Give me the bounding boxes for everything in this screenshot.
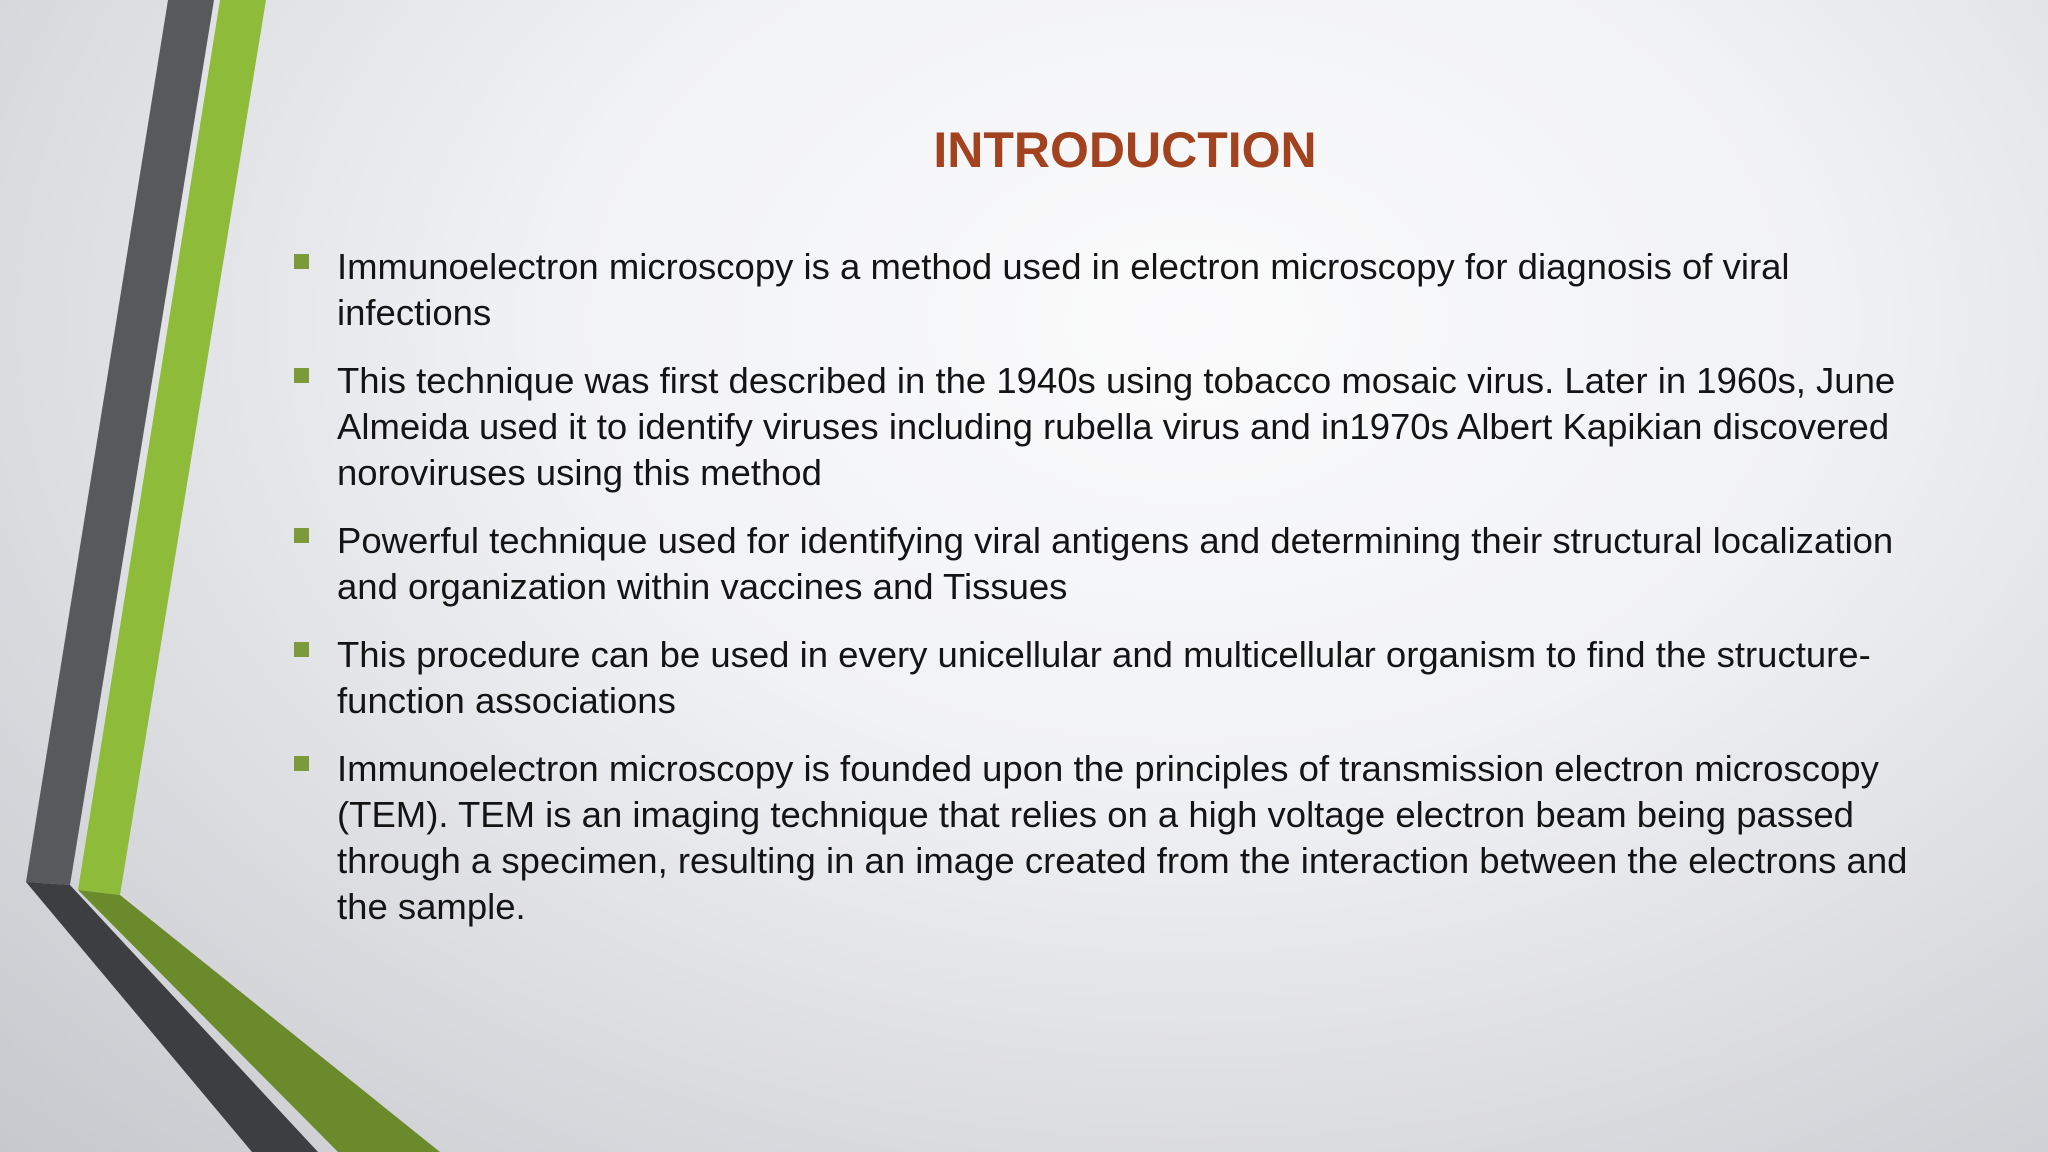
- slide-title: INTRODUCTION: [933, 122, 1317, 178]
- bullet-text: This procedure can be used in every unicellular and multicellular organism to find the structure-function associations: [337, 634, 1871, 721]
- bullet-item: [292, 746, 1932, 930]
- bullet-text: Immunoelectron microscopy is founded upon the principles of transmission electron microscopy (TEM). TEM is an imaging technique that relies on a high voltage electron beam being passed through a specimen, resulting in an image created from the interaction between the electrons and the sample.: [337, 748, 1908, 927]
- square-bullet-icon: [294, 368, 309, 383]
- square-bullet-icon: [294, 642, 309, 657]
- square-bullet-icon: [294, 756, 309, 771]
- square-bullet-icon: [294, 528, 309, 543]
- bullet-text: Powerful technique used for identifying viral antigens and determining their structural localization and organization within vaccines and Tissues: [337, 520, 1894, 607]
- bullet-item: [292, 632, 1932, 724]
- square-bullet-icon: [294, 254, 309, 269]
- bullet-text: This technique was first described in the 1940s using tobacco mosaic virus. Later in 1960s, June Almeida used it to identify viruses including rubella virus and in1970s Albert Kapikian discovered noroviruses using this method: [337, 360, 1896, 493]
- gray-stripe-lower: [26, 882, 318, 1152]
- bullet-list: [292, 244, 1932, 952]
- bullet-item: [292, 518, 1932, 610]
- bullet-text: Immunoelectron microscopy is a method used in electron microscopy for diagnosis of viral infections: [337, 246, 1790, 333]
- bullet-item: [292, 358, 1932, 496]
- bullet-item: [292, 244, 1932, 336]
